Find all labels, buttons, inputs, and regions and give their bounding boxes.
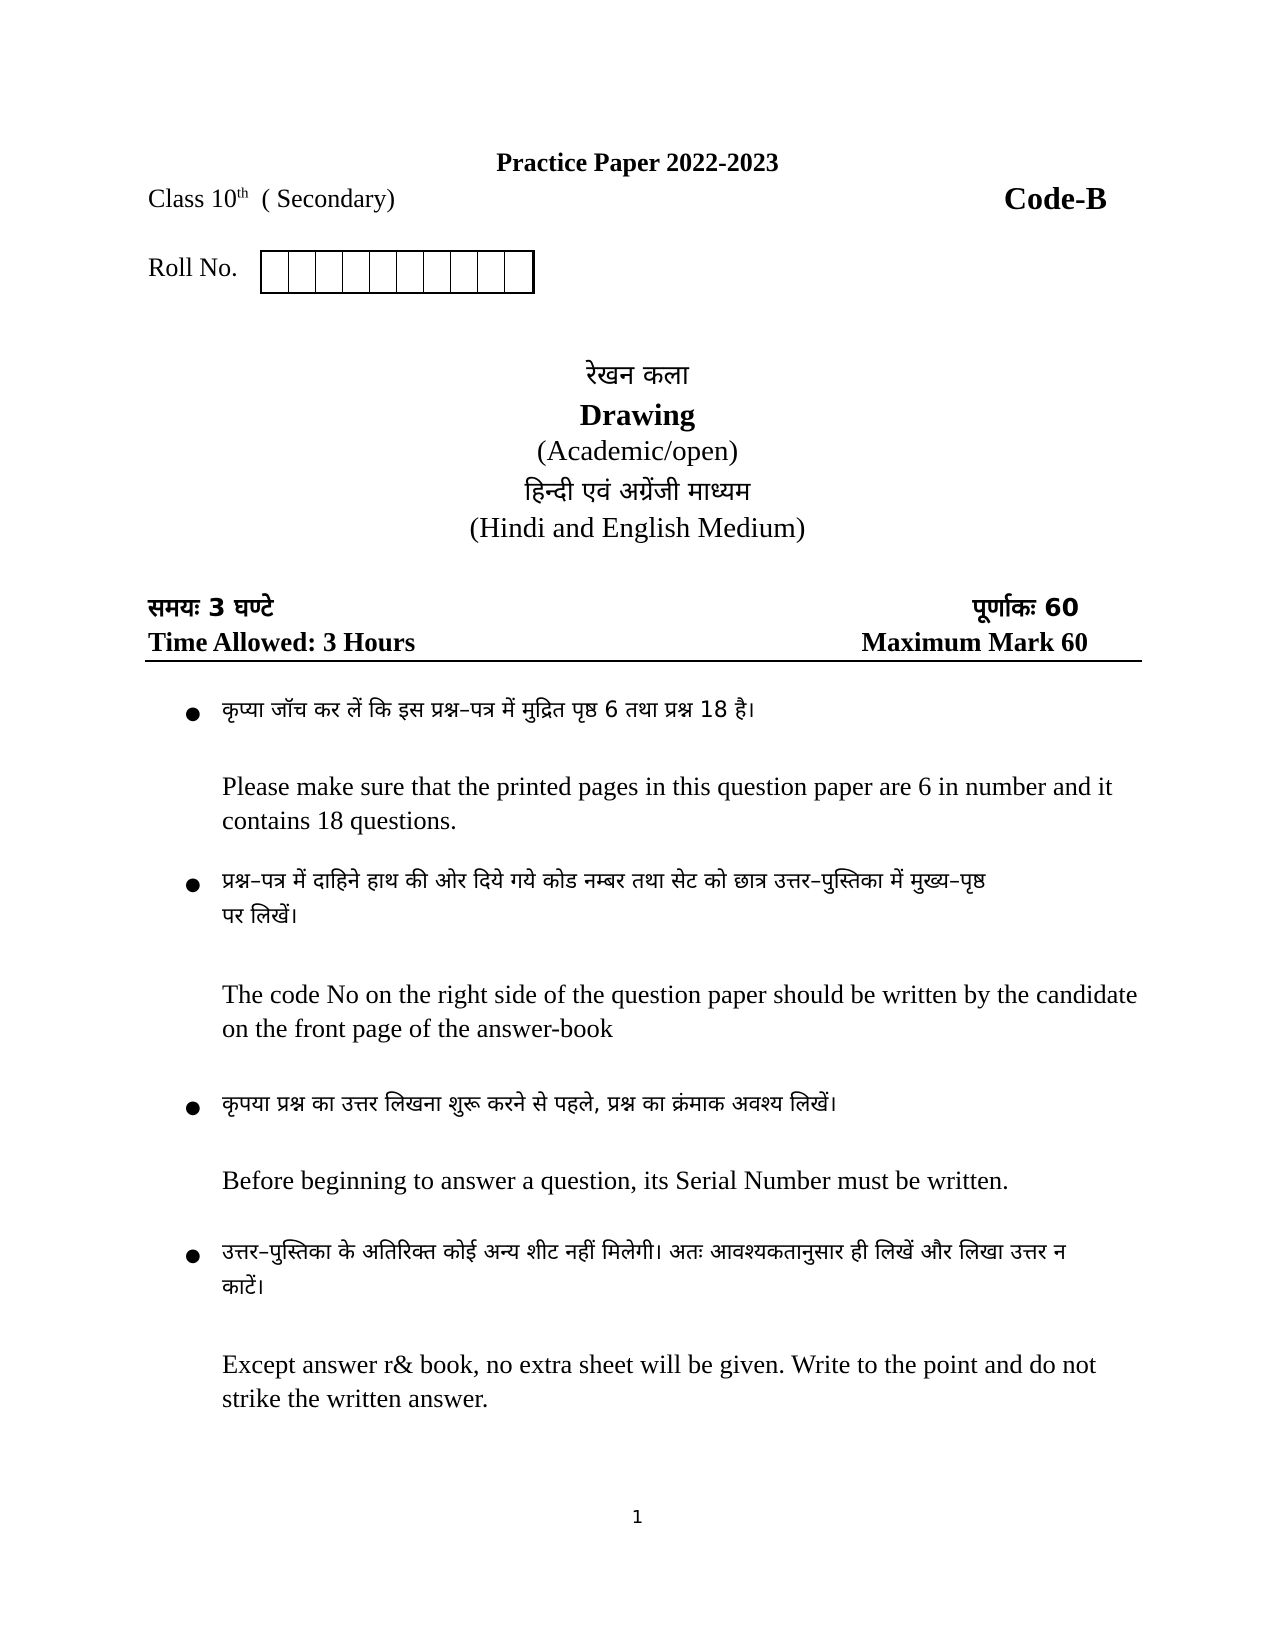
instruction-hindi: प्रश्न–पत्र में दाहिने हाथ की ओर दिये गये कोड नम्बर तथा सेट को छात्र उत्तर–पुस्तिका में मुख्य–पृष्ठ पर लिखें। bbox=[222, 869, 986, 929]
roll-number-box[interactable] bbox=[505, 252, 532, 292]
class-line bbox=[148, 184, 395, 214]
maximum-marks: Maximum Mark 60 bbox=[861, 627, 1088, 657]
bullet-icon: ● bbox=[185, 703, 201, 724]
roll-number-box[interactable] bbox=[424, 252, 451, 292]
paper-code: Code-B bbox=[1003, 180, 1107, 216]
page-number: 1 bbox=[631, 1507, 644, 1528]
instruction-english: Please make sure that the printed pages in this question paper are 6 in number and it contains 18 questions. bbox=[222, 771, 1113, 835]
roll-number-box[interactable] bbox=[478, 252, 505, 292]
roll-number-box[interactable] bbox=[316, 252, 343, 292]
instruction-hindi: उत्तर–पुस्तिका के अतिरिक्त कोई अन्य शीट नहीं मिलेगी। अतः आवश्यकतानुसार ही लिखें और लिखा उत्तर न काटें। bbox=[222, 1240, 1066, 1300]
stream-label: (Academic/open) bbox=[536, 435, 739, 467]
roll-number-box[interactable] bbox=[262, 252, 289, 292]
instruction-hindi: कृप्या जॉच कर लें कि इस प्रश्न–पत्र में मुद्रित पृष्ठ 6 तथा प्रश्न 18 है। bbox=[222, 698, 755, 723]
instruction-english: The code No on the right side of the question paper should be written by the candidate on the front page of the answer-book bbox=[222, 979, 1138, 1043]
subject-english: Drawing bbox=[579, 397, 696, 432]
instruction-english: Except answer r& book, no extra sheet will be given. Write to the point and do not strike the written answer. bbox=[222, 1349, 1097, 1413]
roll-number-boxes[interactable] bbox=[260, 250, 535, 294]
medium-english: (Hindi and English Medium) bbox=[469, 512, 806, 544]
class-suffix: ( Secondary) bbox=[261, 184, 396, 213]
instruction-english: Before beginning to answer a question, its Serial Number must be written. bbox=[222, 1165, 1009, 1195]
header-divider bbox=[145, 660, 1142, 662]
class-prefix: Class 10 bbox=[148, 184, 237, 213]
marks-hindi: पूर्णाकः 60 bbox=[972, 593, 1079, 622]
roll-number-box[interactable] bbox=[289, 252, 316, 292]
time-hindi: समयः 3 घण्टे bbox=[148, 593, 274, 622]
roll-number-box[interactable] bbox=[370, 252, 397, 292]
roll-number-box[interactable] bbox=[343, 252, 370, 292]
roll-number-box[interactable] bbox=[451, 252, 478, 292]
instruction-hindi: कृपया प्रश्न का उत्तर लिखना शुरू करने से पहले, प्रश्न का क्रंमाक अवश्य लिखें। bbox=[222, 1092, 837, 1117]
bullet-icon: ● bbox=[185, 1245, 201, 1266]
time-allowed: Time Allowed: 3 Hours bbox=[148, 627, 416, 657]
roll-number-box[interactable] bbox=[397, 252, 424, 292]
bullet-icon: ● bbox=[185, 874, 201, 895]
paper-title: Practice Paper 2022-2023 bbox=[496, 148, 779, 177]
class-superscript: th bbox=[236, 185, 249, 202]
roll-number-label: Roll No. bbox=[148, 253, 238, 282]
medium-hindi: हिन्दी एवं अग्रेंजी माध्यम bbox=[524, 477, 751, 507]
subject-hindi: रेखन कला bbox=[586, 360, 689, 391]
bullet-icon: ● bbox=[185, 1097, 201, 1118]
